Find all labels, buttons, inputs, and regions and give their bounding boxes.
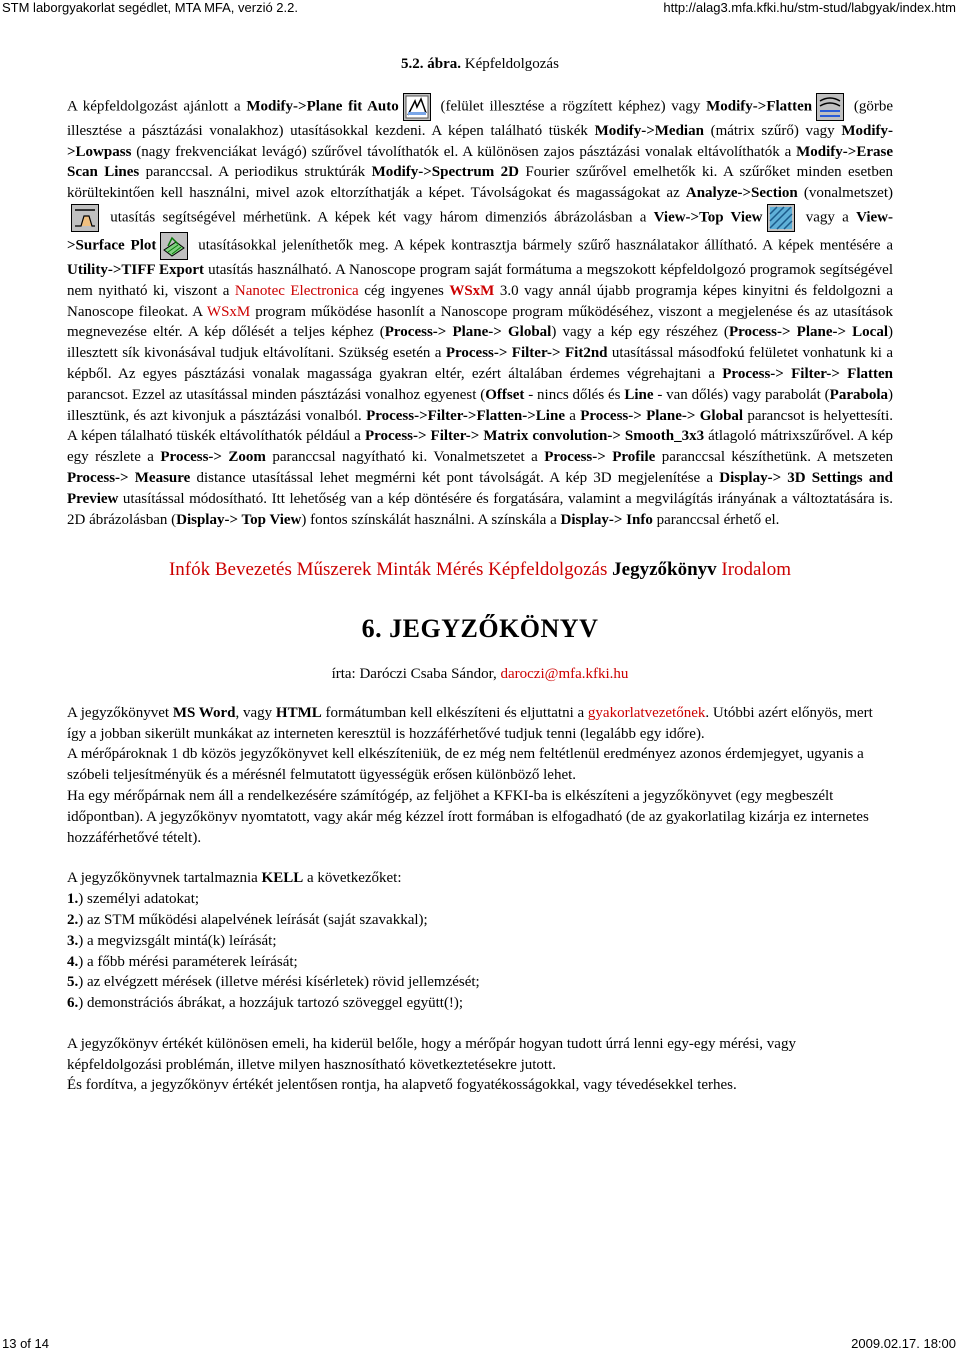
- report-paragraph: A jegyzőkönyvet MS Word, vagy HTML formátumban kell elkészíteni és eljuttatni a gyakorlatvezetőnek. Utóbbi azért előnyös, mert így a jobban sikerült munkákat az interneten keresztül is hozzáférhetővé tudjuk tenni (legalább egy időre).: [67, 704, 873, 742]
- list-item: 6.) demonstrációs ábrákat, a hozzájuk tartozó szöveggel együtt(!);: [67, 995, 464, 1012]
- main-content: [67, 54, 893, 1096]
- section-title: 6. JEGYZŐKÖNYV: [361, 614, 599, 644]
- closing-paragraph-2: És fordítva, a jegyzőkönyv értékét jelentősen rontja, ha alapvető fogyatékosságokkal, vagy tévedésekkel terhes.: [67, 1077, 737, 1094]
- page-header-url: http://alag3.mfa.kfki.hu/stm-stud/labgyak/index.htm: [663, 0, 956, 15]
- nav-current-report: Jegyzőkönyv: [612, 559, 717, 581]
- list-intro: A jegyzőkönyvnek tartalmaznia KELL a következőket:: [67, 870, 402, 887]
- surface-plot-icon: [160, 232, 188, 260]
- page-number: 13 of 14: [2, 1336, 49, 1351]
- page-header-title: STM laborgyakorlat segédlet, MTA MFA, verzió 2.2.: [2, 0, 298, 15]
- section-icon: [71, 204, 99, 232]
- nav-link-intro[interactable]: Bevezetés: [214, 559, 292, 581]
- requirements-list: [67, 868, 893, 1014]
- image-processing-paragraph: A képfeldolgozást ajánlott a Modify->Plane fit Auto (felület illesztése a rögzített képhez) vagy Modify->Flatten (görbe illesztése a pásztázási vonalakhoz) utasításokkal kezdeni. A képen található tüskék Modify->Median (mátrix szűrő) vagy Modify->Lowpass (nagy frekvenciákat levágó) szűrővel távolíthatók el. A különösen zajos pásztázási vonalak eltávolíthatók a Modify->Erase Scan Lines paranccsal. A periodikus struktúrák Modify->Spectrum 2D Fourier szűrővel emelhetők ki. A szűrőket minden esetben körültekintően kell használni, mivel azok eltorzíthatják a képet. Távolságokat és magasságokat az Analyze->Section (vonalmetszet) utasítás segítségével mérhetünk. A képek két vagy három dimenziós ábrázolásban a View->Top View vagy a View->Surface Plot utasításokkal jeleníthetők meg. A képek kontrasztja bármely szűrő használatakor állítható. A képek mentésére a Utility->TIFF Export utasítás használható. A Nanoscope program saját formátuma a megszokott képfeldolgozó programok segítségével nem nyitható ki, viszont a Nanotec Electronica cég ingyenes WSxM 3.0 vagy annál újabb programja képes kinyitni és feldolgozni a Nanoscope fileokat. A WSxM program működése hasonlít a Nanoscope program működéséhez, viszont a megjelenése és az utasítások megnevezése eltér. A kép dőlését a teljes képhez (Process-> Plane-> Global) vagy a kép egy részéhez (Process-> Plane-> Local) illesztett sík kivonásával tudjuk eltávolítani. Szükség esetén a Process-> Filter-> Fit2nd utasítással másodfokú felületet vonhatunk ki a képből. Az egyes pásztázási vonalak magassága gyakran eltér, ezért általában érdemes végrehajtani a Process-> Filter-> Flatten parancsot. Ezzel az utasítással minden pásztázási vonalhoz egyenest (Offset - nincs dőlés és Line - van dőlés) vagy parabolát (Parabola) illesztünk, és azt kivonjuk a pásztázási vonalból. Process->Filter->Flatten->Line a Process-> Plane-> Global parancsot is helyettesíti. A képen tálalható tüskék eltávolíthatók például a Process-> Filter-> Matrix convolution-> Smooth_3x3 átlagoló mátrixszűrővel. A kép egy részlete a Process-> Zoom paranccsal nagyítható ki. Vonalmetszetet a Process-> Profile paranccsal készíthetünk. A metszeten Process-> Measure distance utasítással lehet megmérni két pont távolságát. A kép 3D megjelenítése a Display-> 3D Settings and Preview utasítással módosítható. Itt lehetőség van a kép döntésére és forgatására, valamint a megvilágítás irányának a változtatására is. 2D ábrázolásban (Display-> Top View) fontos színskálát használni. A színskála a Display-> Info paranccsal érhető el.: [67, 93, 893, 531]
- author-line: írta: Daróczi Csaba Sándor, daroczi@mfa.kfki.hu: [331, 665, 629, 682]
- closing-paragraph: A jegyzőkönyv értékét különösen emeli, ha kiderül belőle, hogy a mérőpár hogyan tudott úrrá lenni egy-egy mérési, vagy képfeldolgozási problémán, illetve milyen hasznosítható következtetésekre jutott.: [67, 1035, 796, 1073]
- wsxm-link-2[interactable]: WSxM: [206, 303, 251, 320]
- nav-link-literature[interactable]: Irodalom: [721, 559, 792, 581]
- report-paragraph-3: Ha egy mérőpárnak nem áll a rendelkezésére számítógép, az feljöhet a KFKI-ba is elkészíteni a jegyzőkönyvet (egy megbeszélt időpontban). A jegyzőkönyv nyomtatott, vagy akár még kézzel írott formában is elfogadható (de az gyakorlatilag kizárja ez internetes hozzáférhetővé tételt).: [67, 787, 869, 846]
- list-item: 5.) az elvégzett mérések (illetve mérési kísérletek) rövid jellemzését;: [67, 974, 480, 991]
- nav-link-instruments[interactable]: Műszerek: [296, 559, 372, 581]
- flatten-icon: [816, 93, 844, 121]
- figure-caption: 5.2. ábra. Képfeldolgozás: [401, 56, 559, 72]
- wsxm-link[interactable]: WSxM: [449, 282, 495, 299]
- author-email-link[interactable]: daroczi@mfa.kfki.hu: [500, 665, 629, 682]
- section-nav: [67, 560, 893, 581]
- plane-fit-icon: [403, 93, 431, 121]
- nav-link-info[interactable]: Infók: [168, 559, 211, 581]
- nav-link-image-processing[interactable]: Képfeldolgozás: [488, 559, 608, 581]
- list-item: 3.) a megvizsgált mintá(k) leírását;: [67, 932, 277, 949]
- nav-link-measurement[interactable]: Mérés: [435, 559, 484, 581]
- list-item: 1.) személyi adatokat;: [67, 891, 200, 908]
- top-view-icon: [767, 204, 795, 232]
- page-datetime: 2009.02.17. 18:00: [851, 1336, 956, 1351]
- report-paragraph-2: A mérőpároknak 1 db közös jegyzőkönyvet kell elkészíteniük, de ez még nem feltétlenül eredményez azonos érdemjegyet, ugyanis a szóbeli teljesítményük és a mérésnél felmutatott ügyességük erősen különböző lehet.: [67, 746, 864, 784]
- nanotec-link[interactable]: Nanotec Electronica: [234, 282, 359, 299]
- nav-link-samples[interactable]: Minták: [376, 559, 432, 581]
- instructor-link[interactable]: gyakorlatvezetőnek: [587, 704, 706, 721]
- list-item: 2.) az STM működési alapelvének leírását (saját szavakkal);: [67, 911, 428, 928]
- list-item: 4.) a főbb mérési paraméterek leírását;: [67, 953, 298, 970]
